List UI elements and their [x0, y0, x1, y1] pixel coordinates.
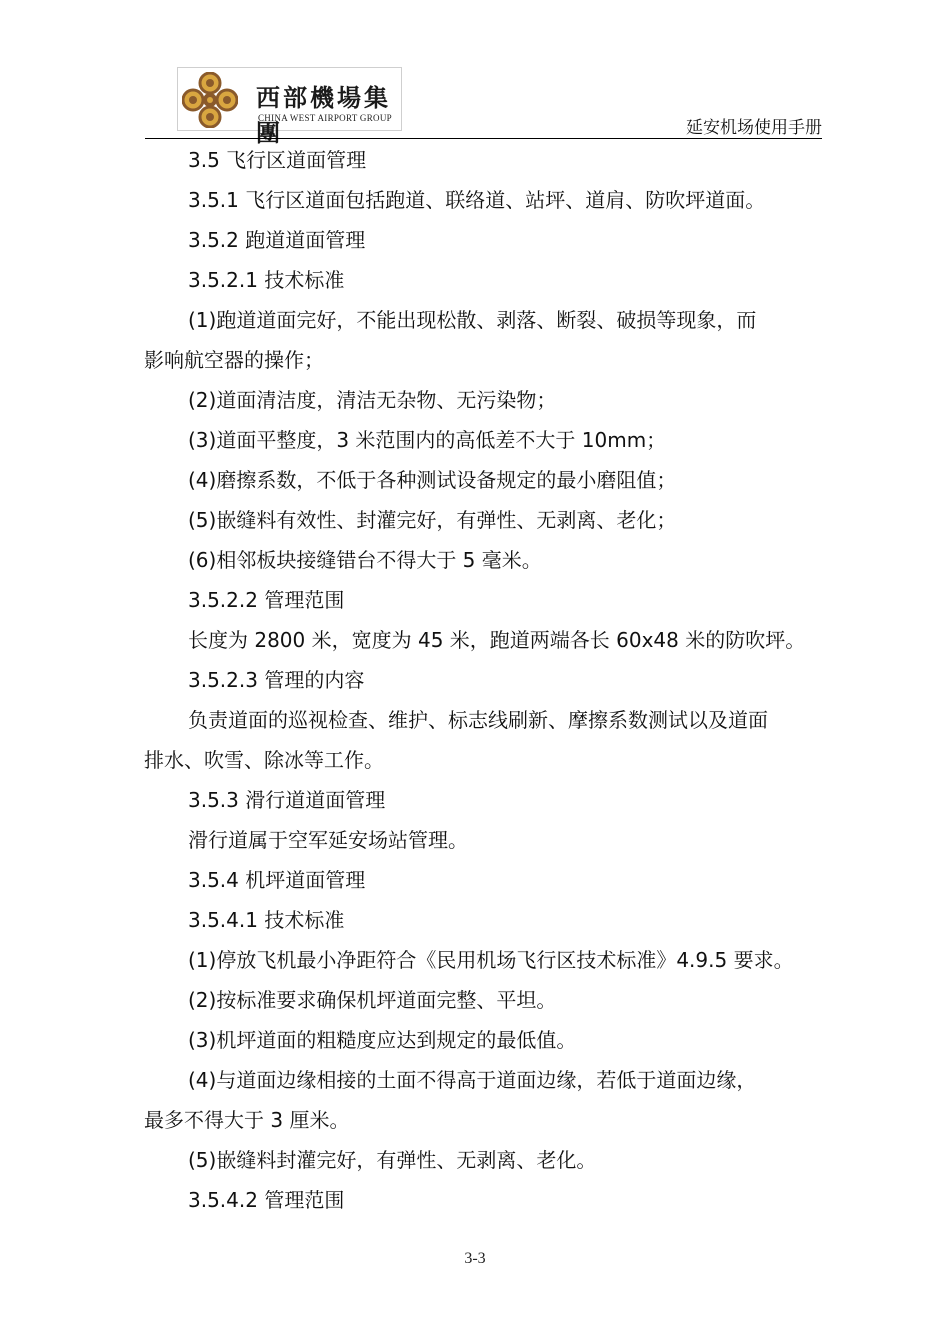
logo-english-name: CHINA WEST AIRPORT GROUP — [258, 113, 392, 123]
text-line: (3)机坪道面的粗糙度应达到规定的最低值。 — [188, 1028, 577, 1052]
text-line: 3.5.3 滑行道道面管理 — [188, 788, 386, 812]
header-divider — [145, 138, 822, 139]
document-body — [144, 140, 834, 1220]
text-line: 最多不得大于 3 厘米。 — [144, 1108, 350, 1132]
text-line: 3.5.2.1 技术标准 — [188, 268, 345, 292]
text-line: (4)与道面边缘相接的土面不得高于道面边缘，若低于道面边缘， — [188, 1068, 757, 1092]
text-line: 滑行道属于空军延安场站管理。 — [188, 828, 468, 852]
text-line: 3.5.2.3 管理的内容 — [188, 668, 365, 692]
text-line: 3.5.2.2 管理范围 — [188, 588, 345, 612]
text-line: 长度为 2800 米，宽度为 45 米，跑道两端各长 60x48 米的防吹坪。 — [188, 628, 806, 652]
text-line: 负责道面的巡视检查、维护、标志线刷新、摩擦系数测试以及道面 — [188, 708, 768, 732]
page-number: 3-3 — [464, 1250, 486, 1267]
text-line: (2)按标准要求确保机坪道面完整、平坦。 — [188, 988, 557, 1012]
text-line: (1)跑道道面完好，不能出现松散、剥落、断裂、破损等现象，而 — [188, 308, 757, 332]
logo-chinese-name: 西部機場集團 — [256, 83, 391, 147]
text-line: (3)道面平整度，3 米范围内的高低差不大于 10mm； — [188, 428, 667, 452]
text-line: (6)相邻板块接缝错台不得大于 5 毫米。 — [188, 548, 542, 572]
text-line: 3.5.1 飞行区道面包括跑道、联络道、站坪、道肩、防吹坪道面。 — [188, 188, 766, 212]
text-line: 3.5 飞行区道面管理 — [188, 148, 367, 172]
company-logo — [177, 67, 402, 147]
text-line: 3.5.4.2 管理范围 — [188, 1188, 345, 1212]
text-line: 排水、吹雪、除冰等工作。 — [144, 748, 384, 772]
text-line: (5)嵌缝料封灌完好，有弹性、无剥离、老化。 — [188, 1148, 597, 1172]
text-line: 影响航空器的操作； — [144, 348, 324, 372]
manual-title: 延安机场使用手册 — [686, 118, 822, 138]
text-line: 3.5.4 机坪道面管理 — [188, 868, 366, 892]
text-line: (2)道面清洁度，清洁无杂物、无污染物； — [188, 388, 557, 412]
text-line: (5)嵌缝料有效性、封灌完好，有弹性、无剥离、老化； — [188, 508, 677, 532]
text-line: (1)停放飞机最小净距符合《民用机场飞行区技术标准》4.9.5 要求。 — [188, 948, 794, 972]
text-line: 3.5.2 跑道道面管理 — [188, 228, 366, 252]
logo-emblem-icon — [182, 72, 238, 128]
text-line: (4)磨擦系数，不低于各种测试设备规定的最小磨阻值； — [188, 468, 677, 492]
text-line: 3.5.4.1 技术标准 — [188, 908, 345, 932]
